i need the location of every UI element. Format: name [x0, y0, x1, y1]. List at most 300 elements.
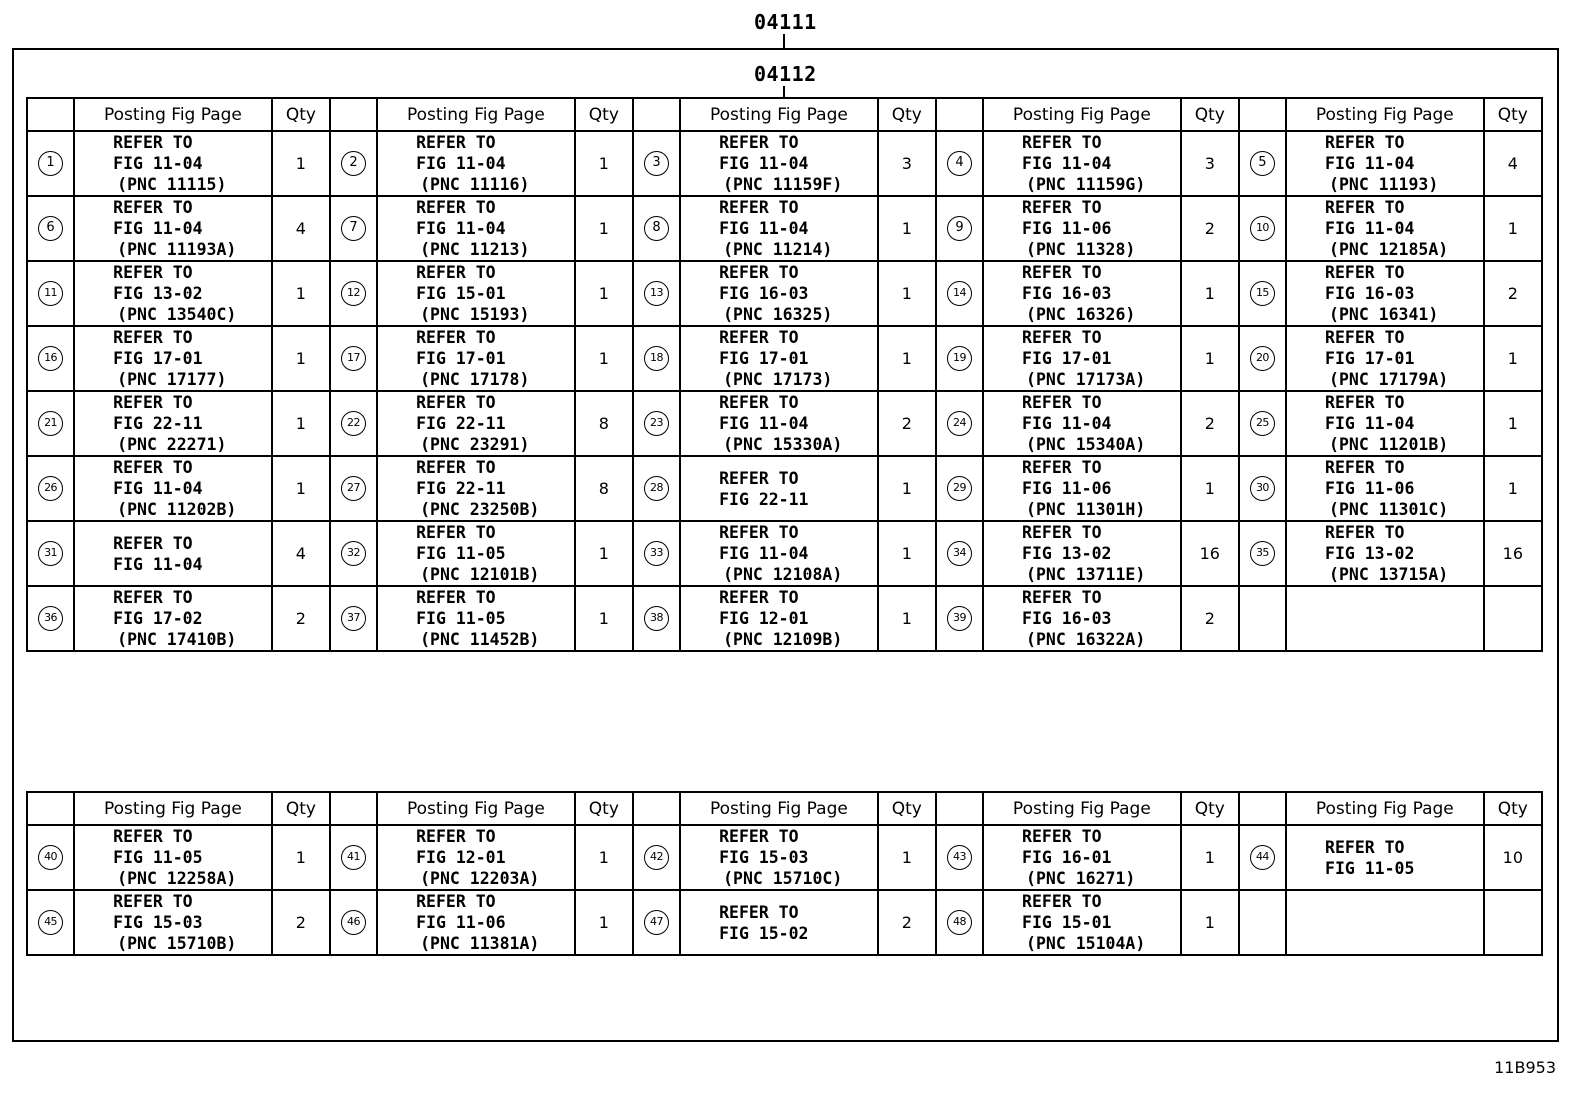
- qty-cell: [272, 456, 330, 521]
- qty-cell: [1484, 326, 1542, 391]
- callout-number: 6: [38, 216, 63, 241]
- reference-cell: [377, 586, 575, 651]
- fig-reference: FIG 17-01: [1325, 349, 1415, 368]
- fig-reference: FIG 11-05: [1325, 858, 1415, 878]
- table-row: [27, 131, 1542, 196]
- header-index-blank: [330, 792, 377, 825]
- reference-cell: [74, 825, 272, 890]
- refer-to-text: REFER TO: [719, 133, 799, 152]
- callout-cell: [633, 326, 680, 391]
- header-index-blank: [1239, 792, 1286, 825]
- qty-cell: [272, 326, 330, 391]
- refer-to-text: REFER TO: [1325, 198, 1405, 217]
- header-posting-fig-page: Posting Fig Page: [74, 792, 272, 825]
- qty-cell: [272, 586, 330, 651]
- pnc-reference: (PNC 23250B): [420, 500, 540, 519]
- pnc-reference: (PNC 13715A): [1329, 565, 1449, 584]
- refer-to-text: REFER TO: [1022, 133, 1102, 152]
- fig-reference: FIG 11-05: [416, 544, 506, 563]
- callout-number: 43: [947, 845, 972, 870]
- qty-cell: [1484, 521, 1542, 586]
- callout-number: 35: [1250, 541, 1275, 566]
- refer-to-text: REFER TO: [719, 902, 799, 922]
- qty-value: 4: [1507, 154, 1518, 173]
- pnc-reference: (PNC 11115): [117, 175, 227, 194]
- fig-reference: FIG 11-04: [719, 414, 809, 433]
- reference-cell: [1286, 586, 1484, 651]
- qty-cell: [1181, 326, 1239, 391]
- qty-cell: [878, 890, 936, 955]
- callout-cell: [27, 825, 74, 890]
- callout-number: 15: [1250, 281, 1275, 306]
- header-posting-fig-page: Posting Fig Page: [1286, 98, 1484, 131]
- header-index-blank: [27, 98, 74, 131]
- qty-value: 1: [598, 913, 609, 932]
- callout-cell: [330, 825, 377, 890]
- qty-value: 2: [295, 609, 306, 628]
- header-qty: Qty: [1181, 98, 1239, 131]
- reference-cell: [680, 131, 878, 196]
- callout-cell: [1239, 326, 1286, 391]
- pnc-reference: (PNC 12109B): [723, 630, 843, 649]
- pnc-reference: (PNC 11202B): [117, 500, 237, 519]
- qty-value: 16: [1199, 544, 1220, 563]
- reference-cell: [74, 131, 272, 196]
- reference-cell: [377, 890, 575, 955]
- pnc-reference: (PNC 17410B): [117, 630, 237, 649]
- qty-value: 1: [1507, 414, 1518, 433]
- callout-cell: [633, 521, 680, 586]
- callout-number: 33: [644, 541, 669, 566]
- qty-value: 2: [1204, 609, 1215, 628]
- qty-value: 1: [598, 848, 609, 867]
- qty-value: 2: [1204, 219, 1215, 238]
- callout-number: 36: [38, 606, 63, 631]
- callout-cell: [936, 521, 983, 586]
- refer-to-text: REFER TO: [1325, 263, 1405, 282]
- header-index-blank: [330, 98, 377, 131]
- callout-number: 38: [644, 606, 669, 631]
- pnc-reference: (PNC 11193A): [117, 240, 237, 259]
- qty-value: 1: [598, 349, 609, 368]
- fig-reference: FIG 11-04: [1325, 219, 1415, 238]
- fig-reference: FIG 15-02: [719, 923, 809, 943]
- header-qty: Qty: [1484, 98, 1542, 131]
- refer-to-text: REFER TO: [1022, 523, 1102, 542]
- pnc-reference: (PNC 22271): [117, 435, 227, 454]
- reference-cell: [74, 261, 272, 326]
- refer-to-text: REFER TO: [416, 892, 496, 911]
- pnc-reference: (PNC 15104A): [1026, 934, 1146, 953]
- reference-cell: [983, 326, 1181, 391]
- callout-number: 37: [341, 606, 366, 631]
- qty-value: 3: [901, 154, 912, 173]
- pnc-reference: (PNC 13540C): [117, 305, 237, 324]
- header-row: [27, 98, 1542, 131]
- refer-to-text: REFER TO: [719, 263, 799, 282]
- pnc-reference: (PNC 15340A): [1026, 435, 1146, 454]
- refer-to-text: REFER TO: [1022, 458, 1102, 477]
- pnc-reference: (PNC 11193): [1329, 175, 1439, 194]
- callout-number: 48: [947, 910, 972, 935]
- callout-number: 34: [947, 541, 972, 566]
- reference-cell: [377, 261, 575, 326]
- refer-to-text: REFER TO: [113, 892, 193, 911]
- reference-cell: [1286, 456, 1484, 521]
- callout-cell: [27, 196, 74, 261]
- qty-value: 1: [1507, 479, 1518, 498]
- fig-reference: FIG 16-03: [1022, 609, 1112, 628]
- fig-reference: FIG 16-01: [1022, 848, 1112, 867]
- callout-number: 21: [38, 411, 63, 436]
- callout-number: 42: [644, 845, 669, 870]
- qty-value: 10: [1502, 848, 1523, 867]
- qty-cell: [878, 521, 936, 586]
- qty-cell: [878, 326, 936, 391]
- reference-cell: [983, 890, 1181, 955]
- header-index-blank: [633, 98, 680, 131]
- pnc-reference: (PNC 11159G): [1026, 175, 1146, 194]
- callout-cell: [330, 261, 377, 326]
- qty-value: 1: [901, 219, 912, 238]
- fig-reference: FIG 22-11: [416, 479, 506, 498]
- qty-cell: [575, 391, 633, 456]
- reference-cell: [377, 326, 575, 391]
- header-qty: Qty: [878, 792, 936, 825]
- pnc-reference: (PNC 12258A): [117, 869, 237, 888]
- qty-cell: [1484, 261, 1542, 326]
- callout-cell: [1239, 825, 1286, 890]
- callout-number: 31: [38, 541, 63, 566]
- fig-reference: FIG 11-04: [416, 154, 506, 173]
- header-posting-fig-page: Posting Fig Page: [680, 792, 878, 825]
- pnc-reference: (PNC 11452B): [420, 630, 540, 649]
- reference-cell: [680, 890, 878, 955]
- pnc-reference: (PNC 15193): [420, 305, 530, 324]
- qty-value: 1: [1204, 913, 1215, 932]
- pnc-reference: (PNC 16326): [1026, 305, 1136, 324]
- refer-to-text: REFER TO: [1325, 837, 1405, 857]
- reference-cell: [1286, 131, 1484, 196]
- qty-cell: [878, 391, 936, 456]
- table-row: [27, 456, 1542, 521]
- refer-to-text: REFER TO: [416, 588, 496, 607]
- callout-cell: [633, 131, 680, 196]
- callout-number: 18: [644, 346, 669, 371]
- callout-cell: [330, 196, 377, 261]
- pnc-reference: (PNC 11201B): [1329, 435, 1449, 454]
- qty-cell: [1181, 825, 1239, 890]
- pnc-reference: (PNC 11214): [723, 240, 833, 259]
- callout-number: 1: [38, 151, 63, 176]
- reference-cell: [74, 456, 272, 521]
- reference-cell: [983, 586, 1181, 651]
- refer-to-text: REFER TO: [719, 198, 799, 217]
- pnc-reference: (PNC 12101B): [420, 565, 540, 584]
- reference-cell: [74, 196, 272, 261]
- callout-number: 13: [644, 281, 669, 306]
- header-index-blank: [633, 792, 680, 825]
- reference-cell: [983, 196, 1181, 261]
- refer-to-text: REFER TO: [1022, 393, 1102, 412]
- table-row: [27, 261, 1542, 326]
- inner-part-label: 04112: [754, 62, 817, 86]
- reference-cell: [377, 456, 575, 521]
- callout-cell: [27, 521, 74, 586]
- qty-value: 1: [598, 544, 609, 563]
- callout-number: 24: [947, 411, 972, 436]
- reference-cell: [74, 521, 272, 586]
- qty-cell: [272, 521, 330, 586]
- qty-cell: [1484, 456, 1542, 521]
- refer-to-text: REFER TO: [1022, 198, 1102, 217]
- qty-cell: [1484, 825, 1542, 890]
- callout-number: 5: [1250, 151, 1275, 176]
- fig-reference: FIG 16-03: [1022, 284, 1112, 303]
- pnc-reference: (PNC 12185A): [1329, 240, 1449, 259]
- header-posting-fig-page: Posting Fig Page: [377, 98, 575, 131]
- reference-cell: [680, 825, 878, 890]
- refer-to-text: REFER TO: [113, 588, 193, 607]
- pnc-reference: (PNC 13711E): [1026, 565, 1146, 584]
- qty-value: 1: [598, 154, 609, 173]
- callout-cell: [27, 131, 74, 196]
- callout-cell: [27, 326, 74, 391]
- callout-cell: [936, 586, 983, 651]
- header-posting-fig-page: Posting Fig Page: [680, 98, 878, 131]
- pnc-reference: (PNC 16341): [1329, 305, 1439, 324]
- callout-cell: [27, 391, 74, 456]
- callout-number: 10: [1250, 216, 1275, 241]
- qty-cell: [272, 391, 330, 456]
- fig-reference: FIG 11-06: [416, 913, 506, 932]
- callout-number: 30: [1250, 476, 1275, 501]
- callout-cell: [27, 586, 74, 651]
- header-posting-fig-page: Posting Fig Page: [1286, 792, 1484, 825]
- qty-cell: [1484, 131, 1542, 196]
- reference-cell: [983, 391, 1181, 456]
- header-qty: Qty: [878, 98, 936, 131]
- qty-value: 1: [295, 479, 306, 498]
- callout-number: 12: [341, 281, 366, 306]
- pnc-reference: (PNC 17178): [420, 370, 530, 389]
- header-qty: Qty: [575, 98, 633, 131]
- reference-cell: [680, 196, 878, 261]
- reference-cell: [1286, 521, 1484, 586]
- qty-value: 2: [901, 414, 912, 433]
- callout-cell: [633, 456, 680, 521]
- refer-to-text: REFER TO: [416, 198, 496, 217]
- reference-cell: [983, 456, 1181, 521]
- refer-to-text: REFER TO: [113, 458, 193, 477]
- qty-cell: [1181, 456, 1239, 521]
- pnc-reference: (PNC 15710B): [117, 934, 237, 953]
- callout-cell: [1239, 890, 1286, 955]
- qty-value: 1: [598, 609, 609, 628]
- fig-reference: FIG 11-04: [719, 154, 809, 173]
- qty-cell: [575, 586, 633, 651]
- fig-reference: FIG 17-02: [113, 609, 203, 628]
- qty-value: 1: [295, 284, 306, 303]
- callout-cell: [27, 456, 74, 521]
- callout-cell: [936, 391, 983, 456]
- qty-value: 1: [295, 414, 306, 433]
- refer-to-text: REFER TO: [1022, 892, 1102, 911]
- fig-reference: FIG 15-03: [113, 913, 203, 932]
- qty-value: 1: [1204, 479, 1215, 498]
- fig-reference: FIG 22-11: [113, 414, 203, 433]
- callout-number: 45: [38, 910, 63, 935]
- pnc-reference: (PNC 17173A): [1026, 370, 1146, 389]
- pnc-reference: (PNC 16271): [1026, 869, 1136, 888]
- qty-cell: [1484, 586, 1542, 651]
- refer-to-text: REFER TO: [719, 588, 799, 607]
- pnc-reference: (PNC 15710C): [723, 869, 843, 888]
- header-posting-fig-page: Posting Fig Page: [377, 792, 575, 825]
- header-index-blank: [936, 792, 983, 825]
- refer-to-text: REFER TO: [1022, 263, 1102, 282]
- qty-value: 1: [295, 349, 306, 368]
- table-row: [27, 196, 1542, 261]
- callout-cell: [1239, 131, 1286, 196]
- reference-cell: [74, 890, 272, 955]
- qty-value: 1: [1507, 219, 1518, 238]
- reference-cell: [680, 261, 878, 326]
- callout-cell: [1239, 586, 1286, 651]
- header-qty: Qty: [1181, 792, 1239, 825]
- reference-cell: [377, 391, 575, 456]
- fig-reference: FIG 11-06: [1022, 479, 1112, 498]
- table-row: [27, 391, 1542, 456]
- refer-to-text: REFER TO: [1325, 393, 1405, 412]
- refer-to-text: REFER TO: [416, 458, 496, 477]
- callout-number: 47: [644, 910, 669, 935]
- reference-cell: [1286, 261, 1484, 326]
- pnc-reference: (PNC 17179A): [1329, 370, 1449, 389]
- header-row: [27, 792, 1542, 825]
- fig-reference: FIG 11-04: [1325, 154, 1415, 173]
- header-qty: Qty: [272, 98, 330, 131]
- pnc-reference: (PNC 11159F): [723, 175, 843, 194]
- callout-number: 4: [947, 151, 972, 176]
- qty-cell: [1181, 131, 1239, 196]
- table-row: [27, 825, 1542, 890]
- refer-to-text: REFER TO: [416, 827, 496, 846]
- reference-cell: [74, 586, 272, 651]
- qty-value: 1: [901, 544, 912, 563]
- qty-cell: [1181, 196, 1239, 261]
- callout-cell: [330, 326, 377, 391]
- reference-table-lower: [26, 791, 1543, 956]
- qty-cell: [1484, 196, 1542, 261]
- fig-reference: FIG 16-03: [1325, 284, 1415, 303]
- pnc-reference: (PNC 11213): [420, 240, 530, 259]
- pnc-reference: (PNC 11301H): [1026, 500, 1146, 519]
- callout-cell: [633, 391, 680, 456]
- callout-cell: [330, 890, 377, 955]
- refer-to-text: REFER TO: [416, 523, 496, 542]
- callout-number: 25: [1250, 411, 1275, 436]
- refer-to-text: REFER TO: [113, 133, 193, 152]
- qty-value: 1: [295, 848, 306, 867]
- reference-table-upper: [26, 97, 1543, 652]
- fig-reference: FIG 11-04: [719, 219, 809, 238]
- pnc-reference: (PNC 12203A): [420, 869, 540, 888]
- fig-reference: FIG 17-01: [719, 349, 809, 368]
- pnc-reference: (PNC 16322A): [1026, 630, 1146, 649]
- callout-cell: [27, 261, 74, 326]
- refer-to-text: REFER TO: [719, 393, 799, 412]
- reference-cell: [377, 825, 575, 890]
- refer-to-text: REFER TO: [1325, 133, 1405, 152]
- qty-cell: [1484, 890, 1542, 955]
- qty-value: 1: [901, 479, 912, 498]
- table-row: [27, 326, 1542, 391]
- top-part-label: 04111: [754, 10, 817, 34]
- qty-cell: [272, 890, 330, 955]
- qty-cell: [575, 890, 633, 955]
- reference-cell: [983, 521, 1181, 586]
- fig-reference: FIG 15-03: [719, 848, 809, 867]
- callout-number: 28: [644, 476, 669, 501]
- callout-number: 41: [341, 845, 366, 870]
- fig-reference: FIG 11-04: [1022, 414, 1112, 433]
- qty-cell: [272, 825, 330, 890]
- fig-reference: FIG 13-02: [1325, 544, 1415, 563]
- pnc-reference: (PNC 12108A): [723, 565, 843, 584]
- refer-to-text: REFER TO: [113, 328, 193, 347]
- callout-cell: [1239, 456, 1286, 521]
- qty-value: 2: [901, 913, 912, 932]
- fig-reference: FIG 11-04: [416, 219, 506, 238]
- callout-cell: [330, 131, 377, 196]
- qty-cell: [1484, 391, 1542, 456]
- illustration-code: 11B953: [1494, 1058, 1556, 1077]
- qty-cell: [272, 131, 330, 196]
- refer-to-text: REFER TO: [1022, 827, 1102, 846]
- callout-number: 46: [341, 910, 366, 935]
- refer-to-text: REFER TO: [416, 393, 496, 412]
- fig-reference: FIG 12-01: [719, 609, 809, 628]
- qty-value: 2: [1507, 284, 1518, 303]
- fig-reference: FIG 17-01: [1022, 349, 1112, 368]
- refer-to-text: REFER TO: [719, 468, 799, 488]
- refer-to-text: REFER TO: [113, 827, 193, 846]
- reference-cell: [1286, 825, 1484, 890]
- qty-value: 8: [598, 414, 609, 433]
- reference-cell: [1286, 890, 1484, 955]
- refer-to-text: REFER TO: [416, 133, 496, 152]
- header-qty: Qty: [272, 792, 330, 825]
- refer-to-text: REFER TO: [113, 533, 193, 553]
- callout-number: 3: [644, 151, 669, 176]
- callout-number: 26: [38, 476, 63, 501]
- qty-cell: [575, 456, 633, 521]
- pnc-reference: (PNC 17173): [723, 370, 833, 389]
- reference-cell: [1286, 391, 1484, 456]
- callout-number: 39: [947, 606, 972, 631]
- reference-cell: [680, 326, 878, 391]
- callout-number: 44: [1250, 845, 1275, 870]
- fig-reference: FIG 15-01: [416, 284, 506, 303]
- callout-number: 27: [341, 476, 366, 501]
- callout-cell: [27, 890, 74, 955]
- reference-cell: [983, 261, 1181, 326]
- qty-value: 2: [295, 913, 306, 932]
- pnc-reference: (PNC 11301C): [1329, 500, 1449, 519]
- callout-number: 7: [341, 216, 366, 241]
- qty-cell: [878, 261, 936, 326]
